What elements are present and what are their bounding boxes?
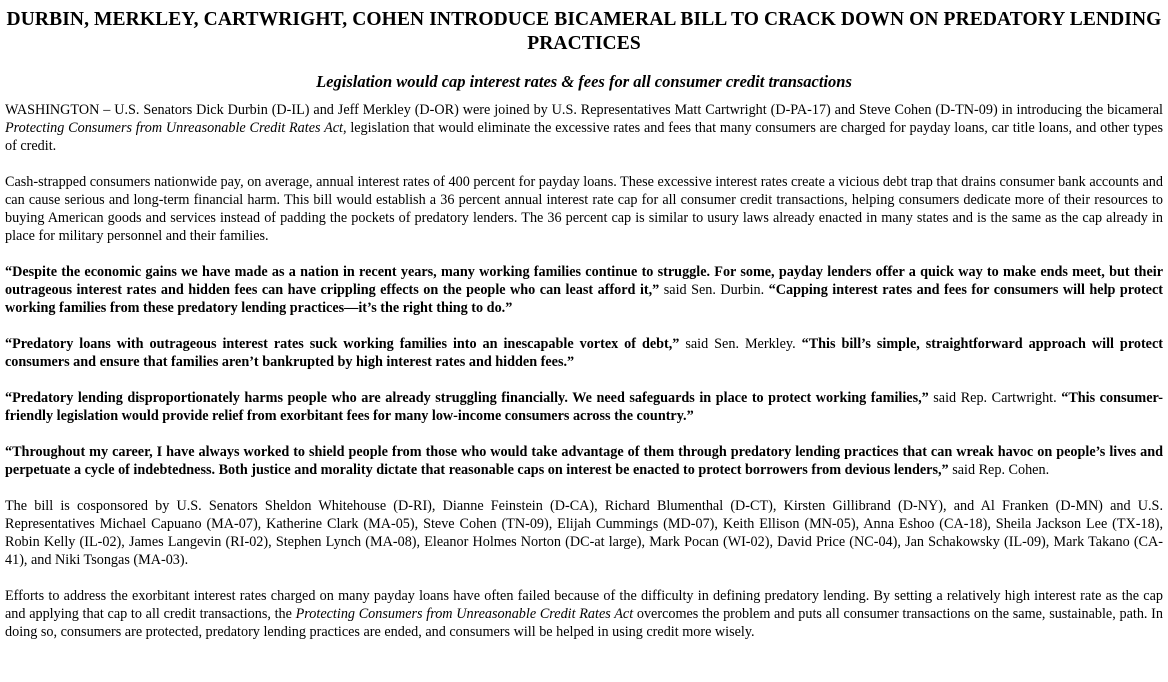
intro-text-start: WASHINGTON – U.S. Senators Dick Durbin (D-IL) and Jeff Merkley (D-OR) were joined by U.S. Representatives Matt Cartwright (D-PA-17) and Steve Cohen (D-TN-09) in introducing the bicameral bbox=[5, 102, 1163, 118]
merkley-quote-1: “Predatory loans with outrageous interest rates suck working families into an inescapable vortex of debt,” bbox=[5, 336, 680, 352]
merkley-attribution: said Sen. Merkley. bbox=[679, 336, 802, 352]
intro-text-end: , legislation that would eliminate the excessive rates and fees that many consumers are charged for payday loans, car title loans, and other types of credit. bbox=[5, 120, 1163, 154]
act-name: Protecting Consumers from Unreasonable Credit Rates Act bbox=[5, 120, 343, 136]
headline: DURBIN, MERKLEY, CARTWRIGHT, COHEN INTRODUCE BICAMERAL BILL TO CRACK DOWN ON PREDATORY LENDING PRACTICES bbox=[6, 9, 1162, 54]
merkley-quote-paragraph bbox=[5, 335, 1163, 371]
durbin-quote-2: “Capping interest rates and fees for consumers will help protect working families from these predatory lending practices—it’s the right thing to do.” bbox=[5, 282, 1163, 316]
merkley-quote-2: “This bill’s simple, straightforward approach will protect consumers and ensure that families aren’t bankrupted by high interest rates and hidden fees.” bbox=[5, 336, 1163, 370]
cartwright-quote-paragraph bbox=[5, 389, 1163, 425]
durbin-quote-paragraph bbox=[5, 263, 1163, 317]
cohen-attribution: said Rep. Cohen. bbox=[948, 462, 1050, 478]
cartwright-quote-2: “This consumer-friendly legislation would provide relief from exorbitant fees for many low-income consumers across the country.” bbox=[5, 390, 1163, 424]
durbin-attribution: said Sen. Durbin. bbox=[659, 282, 769, 298]
closing-text-start: Efforts to address the exorbitant interest rates charged on many payday loans have often failed because of the difficulty in defining predatory lending. By setting a relatively high interest rate as the cap and applying that cap to all credit transactions, the bbox=[5, 588, 1163, 622]
cohen-quote: “Throughout my career, I have always worked to shield people from those who would take advantage of them through predatory lending practices that can wreak havoc on people’s lives and perpetuate a cycle of indebtedness. Both justice and morality dictate that reasonable caps on interest be enacted to protect borrowers from devious lenders,” bbox=[5, 444, 1163, 478]
cartwright-quote-1: “Predatory lending disproportionately harms people who are already struggling financially. We need safeguards in place to protect working families,” bbox=[5, 390, 929, 406]
cohen-quote-paragraph bbox=[5, 443, 1163, 479]
cosponsors-paragraph: The bill is cosponsored by U.S. Senators Sheldon Whitehouse (D-RI), Dianne Feinstein (D-CA), Richard Blumenthal (D-CT), Kirsten Gillibrand (D-NY), and Al Franken (D-MN) and U.S. Representatives Michael Capuano (MA-07), Katherine Clark (MA-05), Steve Cohen (TN-09), Elijah Cummings (MD-07), Keith Ellison (MN-05), Anna Eshoo (CA-18), Sheila Jackson Lee (TX-18), Robin Kelly (IL-02), James Langevin (RI-02), Stephen Lynch (MA-08), Eleanor Holmes Norton (DC-at large), Mark Pocan (WI-02), David Price (NC-04), Jan Schakowsky (IL-09), Mark Takano (CA-41), and Niki Tsongas (MA-03). bbox=[5, 498, 1163, 568]
subheadline: Legislation would cap interest rates & fees for all consumer credit transactions bbox=[316, 72, 852, 91]
intro-paragraph bbox=[5, 101, 1163, 155]
closing-text-end: overcomes the problem and puts all consumer transactions on the same, sustainable, path. In doing so, consumers are protected, predatory lending practices are ended, and consumers will be helped in using credit more wisely. bbox=[5, 606, 1163, 640]
durbin-quote-1: “Despite the economic gains we have made as a nation in recent years, many working families continue to struggle. For some, payday lenders offer a quick way to make ends meet, but their outrageous interest rates and hidden fees can have crippling effects on the people who can least afford it,” bbox=[5, 264, 1163, 298]
context-paragraph: Cash-strapped consumers nationwide pay, on average, annual interest rates of 400 percent for payday loans. These excessive interest rates create a vicious debt trap that drains consumer bank accounts and can cause serious and long-term financial harm. This bill would establish a 36 percent annual interest rate cap for all consumer credit transactions, helping consumers dedicate more of their resources to buying American goods and services instead of padding the pockets of predatory lenders. The 36 percent cap is similar to usury laws already enacted in many states and is the same as the cap already in place for military personnel and their families. bbox=[5, 174, 1163, 244]
cartwright-attribution: said Rep. Cartwright. bbox=[928, 390, 1062, 406]
closing-paragraph bbox=[5, 587, 1163, 641]
act-name-closing: Protecting Consumers from Unreasonable Credit Rates Act bbox=[295, 606, 634, 622]
